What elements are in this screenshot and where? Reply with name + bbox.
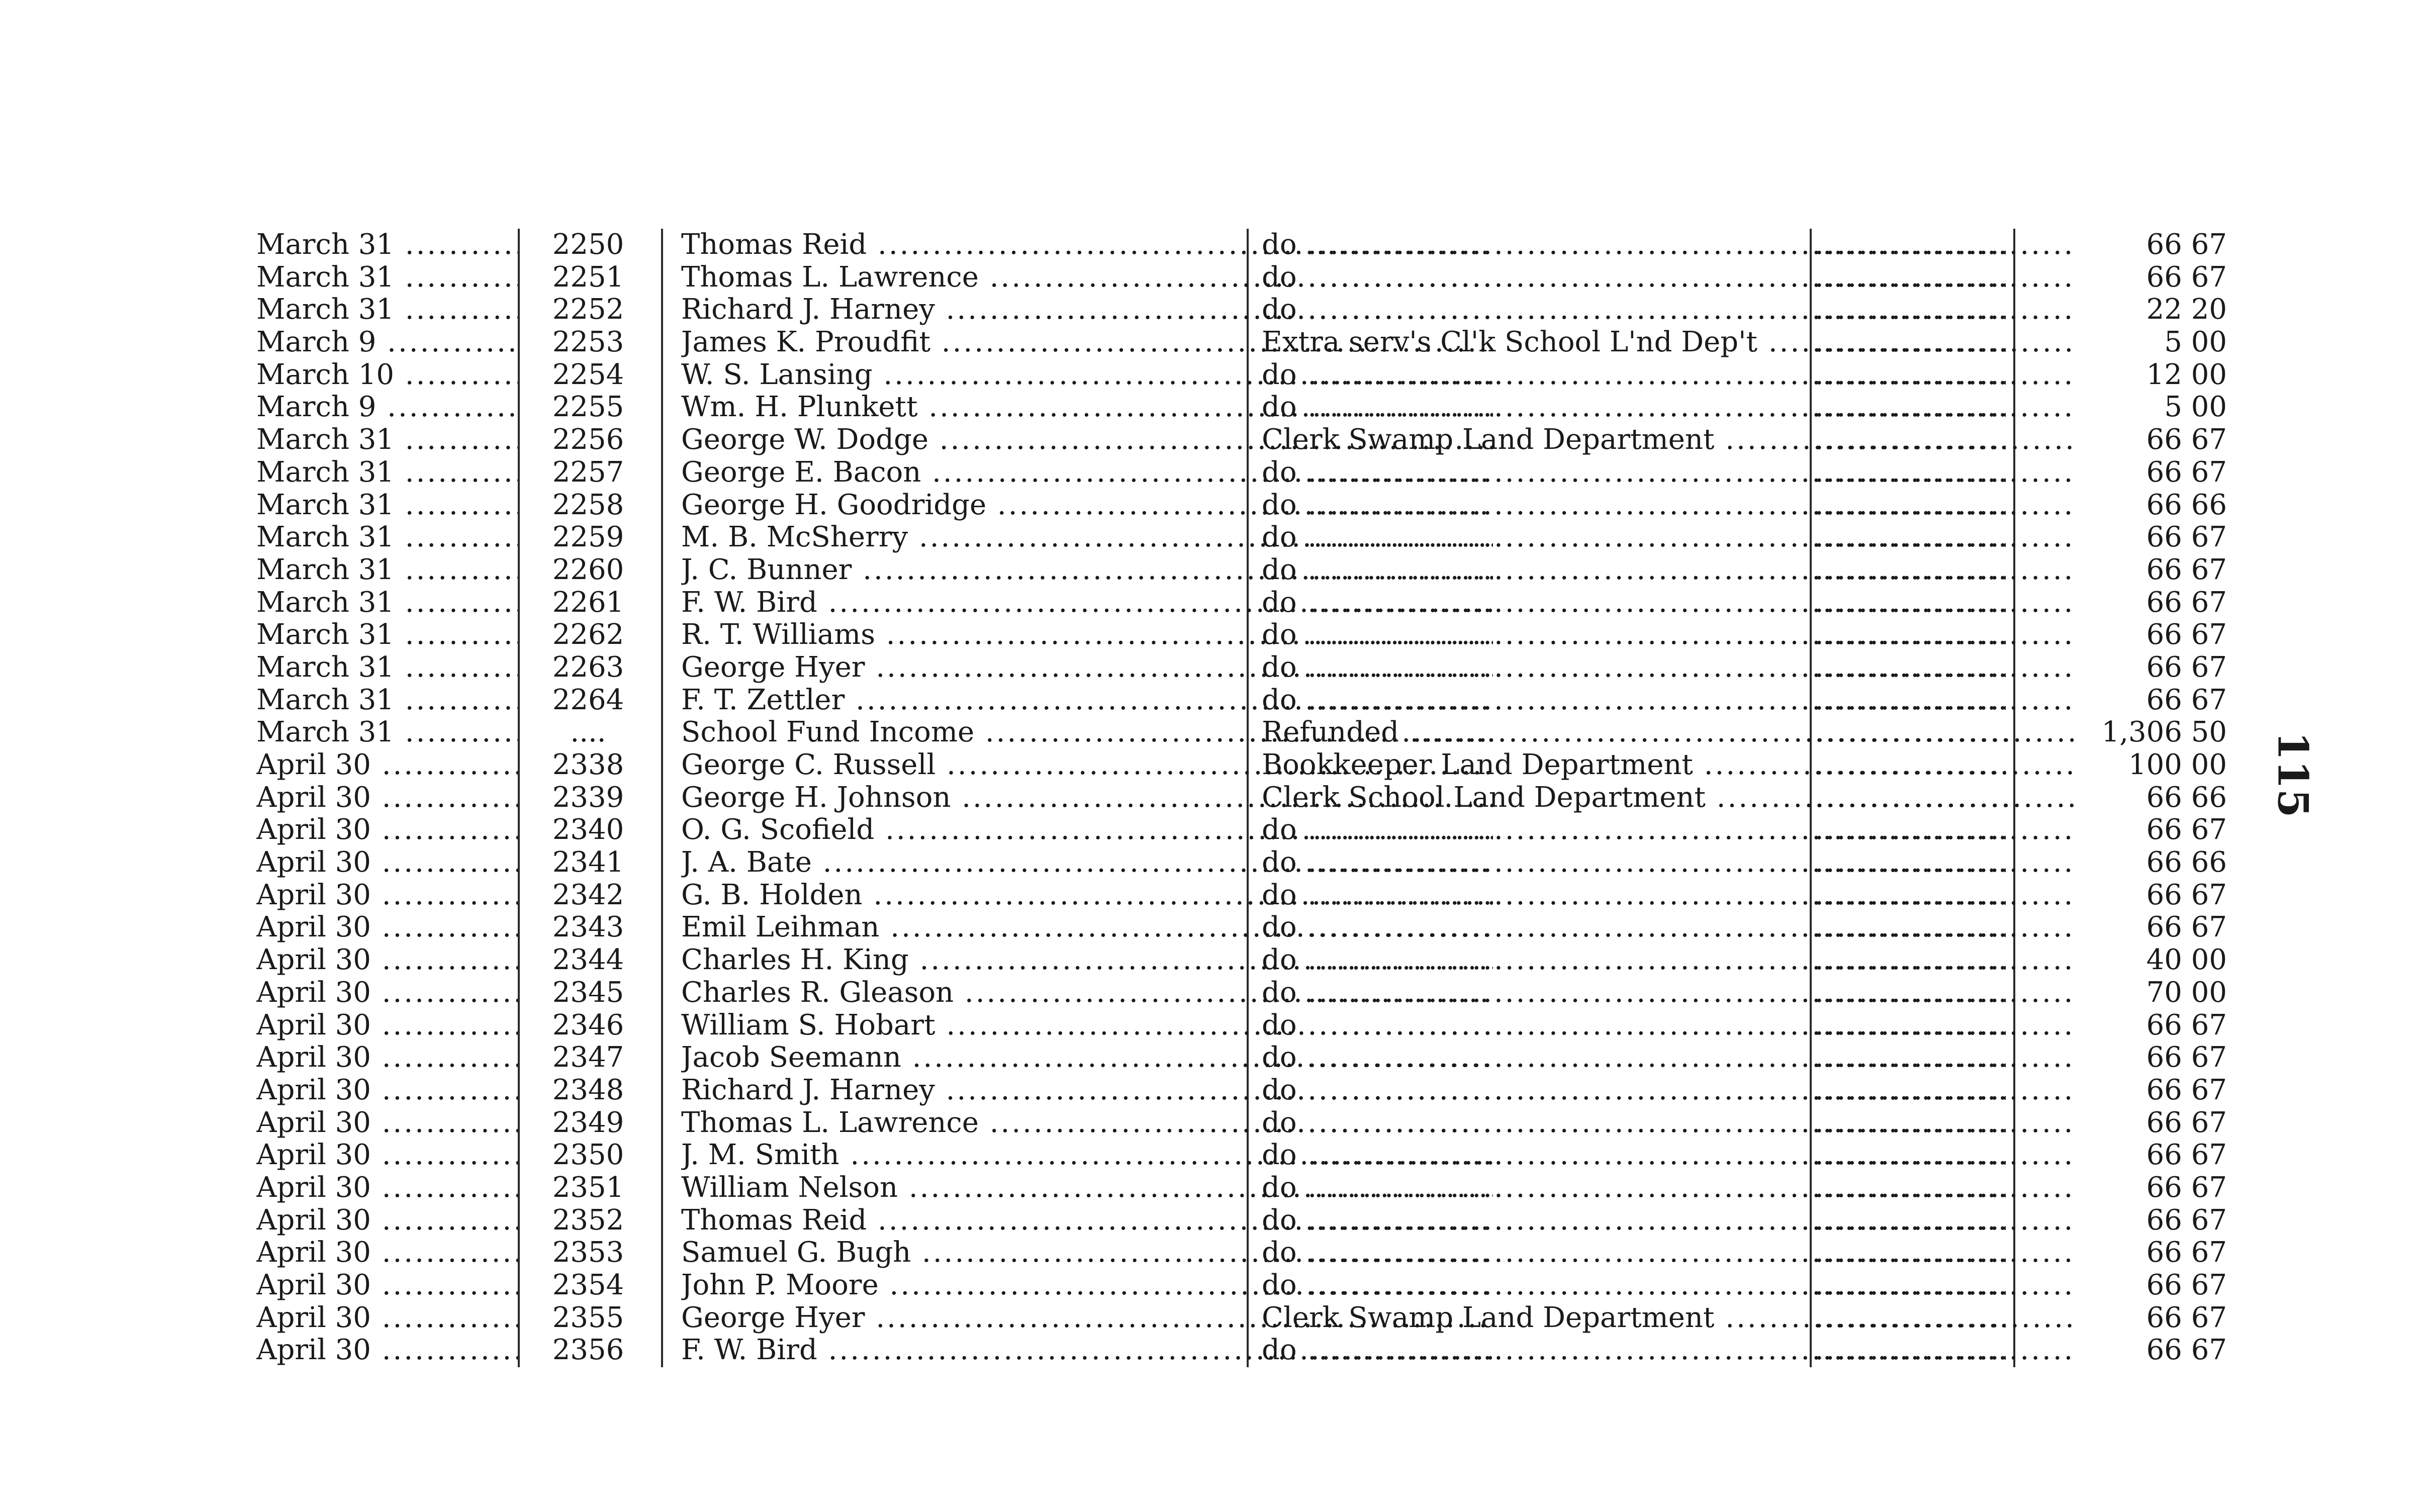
- entry-date: April 30 .....: [256, 1237, 518, 1269]
- blank-column: [1815, 1334, 2006, 1366]
- payee-name: Thomas L. Lawrence .....: [681, 261, 1493, 294]
- payment-amount: 66 67: [2146, 651, 2227, 684]
- voucher-number: 2344: [552, 944, 624, 977]
- payee-name: George H. Johnson .....: [681, 782, 1493, 814]
- ledger-row: [256, 1172, 2227, 1204]
- entry-date: March 31 .....: [256, 716, 518, 748]
- blank-column: [1815, 229, 2006, 261]
- voucher-number: 2253: [552, 326, 624, 359]
- entry-date: April 30 .....: [256, 846, 518, 879]
- entry-date: April 30 .....: [256, 944, 518, 976]
- payee-name: F. T. Zettler .....: [681, 684, 1493, 716]
- ledger-row: [256, 782, 2227, 814]
- payee-name: James K. Proudfit .....: [681, 326, 1493, 358]
- blank-column: [1815, 879, 2006, 911]
- service-description: do .....: [1262, 1009, 2074, 1042]
- ledger-row: [256, 944, 2227, 977]
- payee-name: Charles H. King .....: [681, 944, 1493, 976]
- payee-name: George Hyer .....: [681, 1302, 1493, 1334]
- voucher-number: 2250: [552, 229, 624, 261]
- payment-amount: 40 00: [2146, 944, 2227, 977]
- payee-name: Jacob Seemann .....: [681, 1042, 1493, 1074]
- entry-date: March 31 .....: [256, 587, 518, 619]
- voucher-number: 2261: [552, 586, 624, 619]
- voucher-number: 2264: [552, 684, 624, 716]
- ledger-row: [256, 489, 2227, 522]
- service-description: do .....: [1262, 879, 2074, 911]
- ledger-row: [256, 846, 2227, 879]
- payee-name: School Fund Income .....: [681, 716, 1493, 748]
- blank-column: [1815, 1107, 2006, 1139]
- voucher-number: 2343: [552, 911, 624, 944]
- payment-amount: 66 67: [2146, 911, 2227, 944]
- service-description: do .....: [1262, 1269, 2074, 1301]
- entry-date: March 31 .....: [256, 521, 518, 553]
- entry-date: March 31 .....: [256, 294, 518, 326]
- payment-amount: 66 66: [2146, 489, 2227, 521]
- ledger-row: [256, 521, 2227, 554]
- blank-column: [1815, 1302, 2006, 1334]
- service-description: do .....: [1262, 1139, 2074, 1171]
- ledger-row: [256, 326, 2227, 359]
- service-description: do .....: [1262, 1107, 2074, 1139]
- payment-amount: 66 67: [2146, 553, 2227, 586]
- payment-amount: 66 67: [2146, 521, 2227, 554]
- payment-amount: 66 67: [2146, 1204, 2227, 1237]
- voucher-number: 2257: [552, 456, 624, 489]
- payee-name: Thomas Reid .....: [681, 1204, 1493, 1237]
- service-description: do .....: [1262, 391, 2074, 423]
- service-description: Clerk Swamp Land Department .....: [1262, 424, 2074, 456]
- voucher-number: 2349: [552, 1106, 624, 1139]
- ledger-row: [256, 814, 2227, 846]
- entry-date: March 31 .....: [256, 261, 518, 294]
- voucher-number: 2255: [552, 391, 624, 424]
- payee-name: George C. Russell .....: [681, 749, 1493, 781]
- blank-column: [1815, 326, 2006, 358]
- blank-column: [1815, 716, 2006, 748]
- payment-amount: 5 00: [2164, 326, 2227, 359]
- payment-amount: 66 66: [2146, 846, 2227, 879]
- ledger-row: [256, 1237, 2227, 1269]
- payment-amount: 66 67: [2146, 1301, 2227, 1334]
- payee-name: J. A. Bate .....: [681, 846, 1493, 879]
- payment-amount: 66 67: [2146, 619, 2227, 651]
- service-description: do .....: [1262, 294, 2074, 326]
- payment-amount: 66 67: [2146, 586, 2227, 619]
- payee-name: Samuel G. Bugh .....: [681, 1237, 1493, 1269]
- payee-name: G. B. Holden .....: [681, 879, 1493, 911]
- entry-date: March 31 .....: [256, 424, 518, 456]
- payment-amount: 66 67: [2146, 1139, 2227, 1172]
- payee-name: O. G. Scofield .....: [681, 814, 1493, 846]
- ledger-row: [256, 1009, 2227, 1042]
- service-description: do .....: [1262, 977, 2074, 1009]
- blank-column: [1815, 1042, 2006, 1074]
- payment-amount: 66 67: [2146, 424, 2227, 456]
- service-description: do .....: [1262, 1172, 2074, 1204]
- voucher-number: 2259: [552, 521, 624, 554]
- voucher-number: ....: [570, 716, 606, 749]
- voucher-number: 2340: [552, 814, 624, 846]
- voucher-number: 2353: [552, 1237, 624, 1269]
- payment-amount: 66 67: [2146, 1009, 2227, 1042]
- service-description: do .....: [1262, 684, 2074, 716]
- payment-amount: 66 67: [2146, 261, 2227, 294]
- service-description: do .....: [1262, 651, 2074, 684]
- entry-date: April 30 .....: [256, 749, 518, 781]
- ledger-row: [256, 1204, 2227, 1237]
- payee-name: George H. Goodridge .....: [681, 489, 1493, 521]
- blank-column: [1815, 261, 2006, 294]
- entry-date: April 30 .....: [256, 1302, 518, 1334]
- entry-date: April 30 .....: [256, 1204, 518, 1237]
- voucher-number: 2263: [552, 651, 624, 684]
- blank-column: [1815, 977, 2006, 1009]
- voucher-number: 2256: [552, 424, 624, 456]
- service-description: do .....: [1262, 846, 2074, 879]
- blank-column: [1815, 944, 2006, 976]
- payee-name: Thomas Reid .....: [681, 229, 1493, 261]
- service-description: do .....: [1262, 521, 2074, 553]
- service-description: do .....: [1262, 1074, 2074, 1106]
- ledger-row: [256, 391, 2227, 424]
- voucher-number: 2348: [552, 1074, 624, 1106]
- payee-name: Richard J. Harney .....: [681, 1074, 1493, 1106]
- payment-amount: 66 67: [2146, 229, 2227, 261]
- blank-column: [1815, 554, 2006, 586]
- blank-column: [1815, 1139, 2006, 1171]
- payee-name: George W. Dodge .....: [681, 424, 1493, 456]
- service-description: do .....: [1262, 814, 2074, 846]
- payment-amount: 66 67: [2146, 456, 2227, 489]
- entry-date: March 31 .....: [256, 684, 518, 716]
- payment-amount: 66 67: [2146, 1269, 2227, 1301]
- entry-date: March 9 .....: [256, 391, 518, 423]
- blank-column: [1815, 1204, 2006, 1237]
- entry-date: April 30 .....: [256, 1009, 518, 1042]
- service-description: Bookkeeper Land Department .....: [1262, 749, 2074, 781]
- payment-amount: 66 67: [2146, 879, 2227, 911]
- entry-date: April 30 .....: [256, 1269, 518, 1301]
- entry-date: March 31 .....: [256, 489, 518, 521]
- service-description: do .....: [1262, 944, 2074, 976]
- service-description: Refunded .....: [1262, 716, 2074, 748]
- voucher-number: 2355: [552, 1301, 624, 1334]
- entry-date: March 31 .....: [256, 651, 518, 684]
- payment-amount: 66 67: [2146, 1334, 2227, 1367]
- ledger-row: [256, 1269, 2227, 1302]
- blank-column: [1815, 359, 2006, 391]
- entry-date: April 30 .....: [256, 1172, 518, 1204]
- service-description: do .....: [1262, 1334, 2074, 1366]
- ledger-row: [256, 619, 2227, 651]
- blank-column: [1815, 782, 2006, 814]
- blank-column: [1815, 749, 2006, 781]
- blank-column: [1815, 424, 2006, 456]
- service-description: do .....: [1262, 554, 2074, 586]
- payee-name: J. M. Smith .....: [681, 1139, 1493, 1171]
- ledger-row: [256, 261, 2227, 294]
- blank-column: [1815, 1172, 2006, 1204]
- voucher-number: 2251: [552, 261, 624, 294]
- service-description: Clerk Swamp Land Department .....: [1262, 1302, 2074, 1334]
- payment-amount: 22 20: [2146, 294, 2227, 326]
- payee-name: M. B. McSherry .....: [681, 521, 1493, 553]
- service-description: do .....: [1262, 456, 2074, 489]
- ledger-row: [256, 587, 2227, 619]
- payee-name: F. W. Bird .....: [681, 587, 1493, 619]
- payee-name: William S. Hobart .....: [681, 1009, 1493, 1042]
- ledger-row: [256, 1074, 2227, 1107]
- service-description: do .....: [1262, 261, 2074, 294]
- service-description: do .....: [1262, 1204, 2074, 1237]
- ledger-row: [256, 1334, 2227, 1367]
- blank-column: [1815, 619, 2006, 651]
- ledger-row: [256, 554, 2227, 587]
- voucher-number: 2254: [552, 358, 624, 391]
- voucher-number: 2341: [552, 846, 624, 879]
- blank-column: [1815, 814, 2006, 846]
- payment-amount: 66 67: [2146, 1171, 2227, 1204]
- service-description: Clerk School Land Department .....: [1262, 782, 2074, 814]
- payment-amount: 1,306 50: [2101, 716, 2227, 749]
- ledger-row: [256, 1042, 2227, 1074]
- ledger-row: [256, 424, 2227, 456]
- entry-date: March 31 .....: [256, 619, 518, 651]
- entry-date: April 30 .....: [256, 1107, 518, 1139]
- payee-name: Wm. H. Plunkett .....: [681, 391, 1493, 423]
- voucher-number: 2350: [552, 1139, 624, 1172]
- blank-column: [1815, 911, 2006, 943]
- blank-column: [1815, 684, 2006, 716]
- payment-amount: 66 67: [2146, 1074, 2227, 1106]
- payment-amount: 66 66: [2146, 781, 2227, 814]
- blank-column: [1815, 521, 2006, 553]
- blank-column: [1815, 846, 2006, 879]
- payment-amount: 70 00: [2146, 976, 2227, 1009]
- service-description: do .....: [1262, 1237, 2074, 1269]
- blank-column: [1815, 587, 2006, 619]
- payee-name: J. C. Bunner .....: [681, 554, 1493, 586]
- ledger-row: [256, 1302, 2227, 1335]
- ledger-row: [256, 359, 2227, 392]
- voucher-number: 2260: [552, 553, 624, 586]
- service-description: do .....: [1262, 619, 2074, 651]
- payment-amount: 66 67: [2146, 1106, 2227, 1139]
- blank-column: [1815, 294, 2006, 326]
- payment-amount: 66 67: [2146, 684, 2227, 716]
- payee-name: George Hyer .....: [681, 651, 1493, 684]
- voucher-number: 2346: [552, 1009, 624, 1042]
- entry-date: April 30 .....: [256, 977, 518, 1009]
- voucher-number: 2338: [552, 749, 624, 781]
- entry-date: March 10 .....: [256, 359, 518, 391]
- service-description: Extra serv's Cl'k School L'nd Dep't .....: [1262, 326, 2074, 358]
- payment-amount: 5 00: [2164, 391, 2227, 424]
- payment-amount: 12 00: [2146, 358, 2227, 391]
- payment-amount: 66 67: [2146, 1042, 2227, 1074]
- service-description: do .....: [1262, 1042, 2074, 1074]
- service-description: do .....: [1262, 911, 2074, 943]
- entry-date: April 30 .....: [256, 911, 518, 943]
- service-description: do .....: [1262, 359, 2074, 391]
- entry-date: April 30 .....: [256, 879, 518, 911]
- payee-name: Thomas L. Lawrence .....: [681, 1107, 1493, 1139]
- service-description: do .....: [1262, 489, 2074, 521]
- voucher-number: 2252: [552, 294, 624, 326]
- service-description: do .....: [1262, 229, 2074, 261]
- voucher-number: 2339: [552, 781, 624, 814]
- payment-amount: 100 00: [2128, 749, 2227, 781]
- voucher-number: 2351: [552, 1171, 624, 1204]
- entry-date: April 30 .....: [256, 814, 518, 846]
- payee-name: George E. Bacon .....: [681, 456, 1493, 489]
- payee-name: Charles R. Gleason .....: [681, 977, 1493, 1009]
- entry-date: March 9 .....: [256, 326, 518, 358]
- service-description: do .....: [1262, 587, 2074, 619]
- ledger-row: [256, 651, 2227, 684]
- entry-date: April 30 .....: [256, 1042, 518, 1074]
- payee-name: William Nelson .....: [681, 1172, 1493, 1204]
- payee-name: R. T. Williams .....: [681, 619, 1493, 651]
- ledger-row: [256, 684, 2227, 717]
- voucher-number: 2342: [552, 879, 624, 911]
- voucher-number: 2347: [552, 1042, 624, 1074]
- voucher-number: 2258: [552, 489, 624, 521]
- ledger-row: [256, 1139, 2227, 1172]
- blank-column: [1815, 489, 2006, 521]
- ledger-row: [256, 294, 2227, 326]
- payment-amount: 66 67: [2146, 814, 2227, 846]
- payee-name: Richard J. Harney .....: [681, 294, 1493, 326]
- entry-date: March 31 .....: [256, 456, 518, 489]
- payee-name: John P. Moore .....: [681, 1269, 1493, 1301]
- entry-date: April 30 .....: [256, 1139, 518, 1171]
- ledger-row: [256, 911, 2227, 944]
- blank-column: [1815, 1237, 2006, 1269]
- ledger-row: [256, 716, 2227, 749]
- voucher-number: 2352: [552, 1204, 624, 1237]
- entry-date: April 30 .....: [256, 782, 518, 814]
- ledger-row: [256, 749, 2227, 782]
- ledger-row: [256, 456, 2227, 489]
- blank-column: [1815, 1009, 2006, 1042]
- entry-date: March 31 .....: [256, 554, 518, 586]
- payee-name: F. W. Bird .....: [681, 1334, 1493, 1366]
- ledger-table: [256, 229, 2227, 1367]
- ledger-row: [256, 879, 2227, 912]
- voucher-number: 2345: [552, 976, 624, 1009]
- blank-column: [1815, 651, 2006, 684]
- payee-name: W. S. Lansing .....: [681, 359, 1493, 391]
- blank-column: [1815, 456, 2006, 489]
- blank-column: [1815, 1074, 2006, 1106]
- blank-column: [1815, 391, 2006, 423]
- ledger-row: [256, 229, 2227, 261]
- voucher-number: 2262: [552, 619, 624, 651]
- voucher-number: 2356: [552, 1334, 624, 1367]
- blank-column: [1815, 1269, 2006, 1301]
- ledger-row: [256, 977, 2227, 1009]
- payee-name: Emil Leihman .....: [681, 911, 1493, 943]
- payment-amount: 66 67: [2146, 1237, 2227, 1269]
- page-number: 115: [2268, 731, 2317, 818]
- entry-date: April 30 .....: [256, 1074, 518, 1106]
- entry-date: March 31 .....: [256, 229, 518, 261]
- voucher-number: 2354: [552, 1269, 624, 1301]
- ledger-row: [256, 1107, 2227, 1140]
- entry-date: April 30 .....: [256, 1334, 518, 1366]
